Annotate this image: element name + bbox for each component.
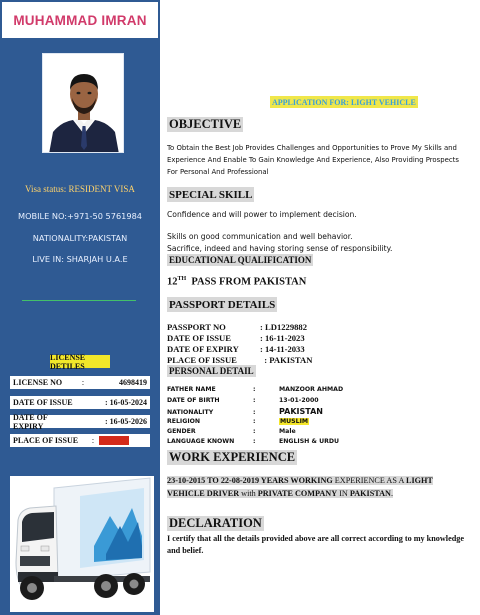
work-text: IN <box>337 488 350 498</box>
personal-colon: : <box>253 428 256 435</box>
visa-status: Visa status: RESIDENT VISA <box>25 184 135 194</box>
license-colon: : <box>91 436 95 445</box>
education-heading: EDUCATIONAL QUALIFICATION <box>169 255 312 265</box>
objective-heading: OBJECTIVE <box>169 117 242 131</box>
license-key: DATE OF ISSUE <box>13 398 73 407</box>
personal-value: ENGLISH & URDU <box>279 438 340 445</box>
license-value: : 16-05-2026 <box>105 417 147 426</box>
passport-row <box>167 355 312 365</box>
education-grade-suffix: TH <box>177 276 187 282</box>
personal-row <box>167 418 309 427</box>
license-colon: : <box>81 378 85 387</box>
personal-colon: : <box>253 386 256 393</box>
passport-value: : PAKISTAN <box>260 355 313 365</box>
truck-image <box>10 476 154 612</box>
passport-heading: PASSPORT DETAILS <box>169 298 276 311</box>
license-row <box>10 434 150 447</box>
skill-line: Skills on good communication and well behavior. <box>167 232 353 241</box>
place-of-issue-redacted: DUBAI <box>101 436 127 445</box>
personal-key: DATE OF BIRTH <box>167 397 220 404</box>
passport-key: DATE OF EXPIRY <box>167 344 239 354</box>
work-period: 23-10-2015 TO 22-08-2019 YEARS WORKING <box>167 476 333 485</box>
license-row <box>10 396 150 409</box>
education-pass-text: PASS FROM PAKISTAN <box>186 276 307 288</box>
truck-illustration <box>10 476 154 612</box>
license-value: 4698419 <box>119 378 147 387</box>
education-grade: 12 <box>167 276 178 288</box>
license-row <box>10 376 150 389</box>
personal-colon: : <box>253 418 256 425</box>
personal-row <box>167 438 339 447</box>
profile-photo <box>42 53 124 153</box>
skill-line: Sacrifice, indeed and having storing sense of responsibility. <box>167 244 393 253</box>
personal-value: MUSLIM <box>280 418 309 425</box>
live-in: LIVE IN: SHARJAH U.A.E <box>32 254 128 264</box>
personal-row <box>167 397 319 406</box>
license-title: LICENSE DETILES <box>50 355 110 368</box>
personal-key: GENDER <box>167 428 196 435</box>
candidate-name: MUHAMMAD IMRAN <box>13 12 147 28</box>
nationality: NATIONALITY:PAKISTAN <box>32 233 128 243</box>
passport-value: : 16-11-2023 <box>260 333 305 343</box>
work-text: EXPERIENCE AS A <box>332 476 406 485</box>
personal-value: PAKISTAN <box>279 407 323 416</box>
personal-value: Male <box>279 428 296 435</box>
passport-value: : 14-11-2033 <box>260 344 305 354</box>
passport-value: : LD1229882 <box>260 322 308 332</box>
personal-row <box>167 407 323 416</box>
work-text: with <box>239 488 258 498</box>
personal-key: LANGUAGE KNOWN <box>167 438 235 445</box>
personal-key: NATIONALITY <box>167 409 214 416</box>
special-skill-heading: SPECIAL SKILL <box>169 188 253 201</box>
passport-key: DATE OF ISSUE <box>167 333 231 343</box>
passport-key: PLACE OF ISSUE <box>167 355 237 365</box>
personal-key: FATHER NAME <box>167 386 216 393</box>
work-text: . <box>390 488 394 498</box>
license-key: PLACE OF ISSUE <box>13 436 79 445</box>
passport-row <box>167 322 307 332</box>
work-role: LIGHT VEHICLE DRIVER <box>167 476 433 498</box>
personal-row <box>167 428 296 437</box>
portrait-image <box>43 54 124 153</box>
divider <box>22 300 136 301</box>
license-value <box>99 436 147 445</box>
objective-line: To Obtain the Best Job Provides Challenges and Opportunities to Prove My Skills and <box>167 144 457 152</box>
name-header <box>2 2 158 38</box>
license-value: : 16-05-2024 <box>105 398 147 407</box>
objective-line: Experience And Enable To Gain Knowledge And Experience, Also Providing Prospects <box>167 156 459 164</box>
personal-value: MANZOOR AHMAD <box>279 386 344 393</box>
objective-line: For Personal And Professional <box>167 168 269 176</box>
personal-colon: : <box>253 409 256 416</box>
license-row <box>10 412 150 431</box>
mobile-number: MOBILE NO:+971-50 5761984 <box>18 211 142 221</box>
work-experience-text <box>167 475 467 500</box>
license-key: LICENSE NO <box>13 378 63 387</box>
skill-line: Confidence and will power to implement decision. <box>167 210 357 219</box>
main-content <box>167 0 472 615</box>
passport-row <box>167 333 305 343</box>
work-experience-heading: WORK EXPERIENCE <box>169 450 296 464</box>
passport-key: PASSPORT NO <box>167 322 226 332</box>
work-company: PRIVATE COMPANY <box>257 488 338 498</box>
education-pass <box>167 276 306 288</box>
personal-colon: : <box>253 397 256 404</box>
passport-row <box>167 344 305 354</box>
license-key: DATE OF EXPIRY <box>13 412 48 431</box>
sidebar <box>0 0 160 615</box>
personal-heading: PERSONAL DETAIL <box>169 366 254 376</box>
personal-row <box>167 386 343 395</box>
personal-key: RELIGION <box>167 418 201 425</box>
application-for-banner: APPLICATION FOR: LIGHT VEHICLE <box>272 97 416 107</box>
declaration-heading: DECLARATION <box>169 516 262 530</box>
personal-colon: : <box>253 438 256 445</box>
personal-value: 13-01-2000 <box>279 397 319 404</box>
work-country: PAKISTAN <box>349 488 391 498</box>
declaration-text: I certify that all the details provided above are all correct according to my knowledge and belief. <box>167 534 464 555</box>
